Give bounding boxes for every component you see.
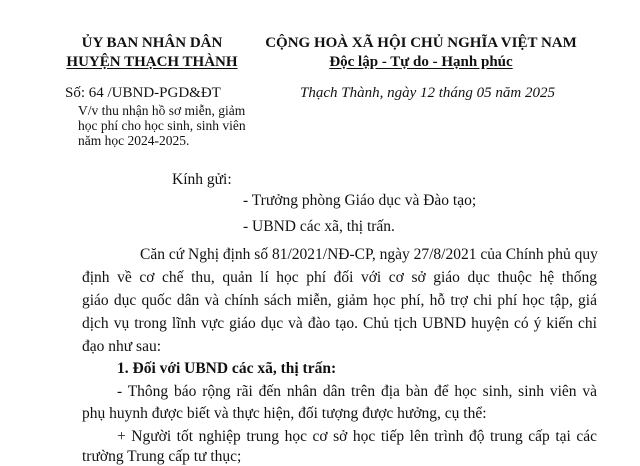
nation-motto: Độc lập - Tự do - Hạnh phúc (329, 54, 513, 70)
para1-line-1: Căn cứ Nghị định số 81/2021/NĐ-CP, ngày 27/8/2021 của Chính phủ quy (140, 246, 598, 263)
para1-line-3: giáo dục quốc dân và chính sách miễn, giảm học phí, hỗ trợ chi phí học tập, giá (82, 292, 597, 309)
recipient-item-2: - UBND các xã, thị trấn. (243, 218, 395, 235)
subject-line-1: V/v thu nhận hồ sơ miễn, giảm (78, 103, 246, 118)
plus-1-line-1: + Người tốt nghiệp trung học cơ sở học tiếp lên trình độ trung cấp tại các (117, 428, 597, 445)
recipient-item-1: - Trưởng phòng Giáo dục và Đào tạo; (243, 192, 477, 209)
place-date: Thạch Thành, ngày 12 tháng 05 năm 2025 (300, 85, 555, 101)
para1-last-line: đạo như sau: (82, 338, 161, 355)
para1-line-2: định về cơ chế thu, quản lí học phí đối với cơ sở giáo dục thuộc hệ thống (82, 269, 597, 286)
nation-title: CỘNG HOÀ XÃ HỘI CHỦ NGHĨA VIỆT NAM (265, 35, 577, 51)
subject-line-2: học phí cho học sinh, sinh viên (78, 118, 246, 133)
greeting: Kính gửi: (172, 171, 232, 188)
plus-1-last-line: trường Trung cấp tư thục; (82, 448, 242, 465)
agency-line-2 (57, 54, 247, 71)
agency-name: HUYỆN THẠCH THÀNH (66, 54, 238, 70)
subject-line-3: năm học 2024-2025. (78, 133, 190, 148)
section-1-heading: 1. Đối với UBND các xã, thị trấn: (117, 360, 337, 377)
bullet-1-last-line: phụ huynh được biết và thực hiện, đối tượng được hưởng, cụ thể: (82, 405, 487, 422)
doc-number: Số: 64 /UBND-PGD&ĐT (65, 85, 221, 101)
agency-line-1: ỦY BAN NHÂN DÂN (81, 35, 223, 51)
para1-line-4: dịch vụ trong lĩnh vực giáo dục và đào tạo. Chủ tịch UBND huyện có ý kiến chỉ (82, 315, 597, 332)
bullet-1-line-1: - Thông báo rộng rãi đến nhân dân trên địa bàn để học sinh, sinh viên và (117, 383, 597, 400)
nation-motto-wrap (256, 54, 586, 71)
